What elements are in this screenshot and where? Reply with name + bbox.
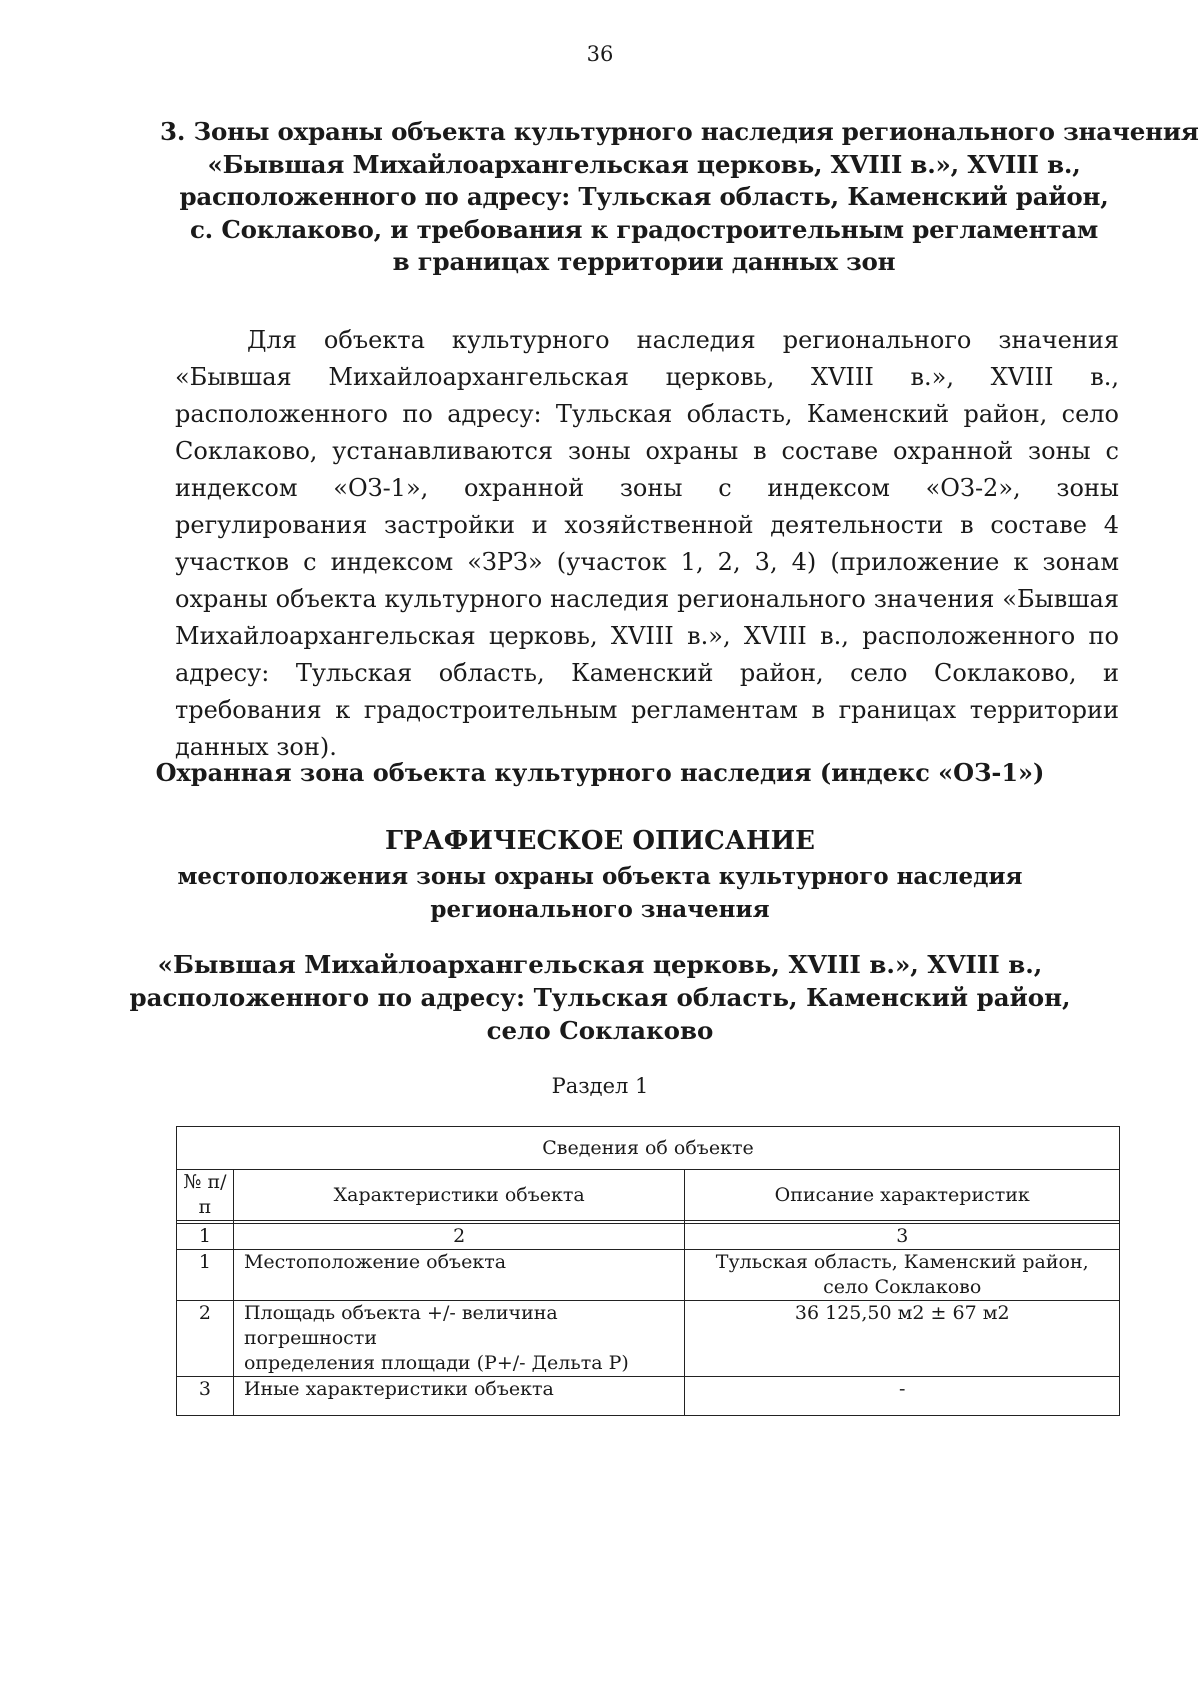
row-description-line: Тульская область, Каменский район, bbox=[715, 1251, 1089, 1273]
table-caption-row bbox=[177, 1127, 1120, 1170]
row-characteristic-line: Площадь объекта +/- величина погрешности bbox=[243, 1302, 558, 1349]
row-characteristic-line: определения площади (P+/- Дельта P) bbox=[243, 1352, 629, 1374]
graphic-subtitle-line: регионального значения bbox=[430, 896, 770, 923]
table-row bbox=[177, 1377, 1120, 1416]
object-title-line: «Бывшая Михайлоархангельская церковь, XVIII в.», XVIII в., bbox=[157, 950, 1043, 979]
column-number: 1 bbox=[177, 1224, 234, 1250]
body-paragraph: Для объекта культурного наследия регионального значения «Бывшая Михайлоархангельская церковь, XVIII в.», XVIII в., расположенного по адресу: Тульская область, Каменский район, село Соклаково, устанавливаются зоны охраны в составе охранной зоны с индексом «ОЗ-1», охранной зоны с индексом «ОЗ-2», зоны регулирования застройки и хозяйственной деятельности в составе 4 участков с индексом «ЗРЗ» (участок 1, 2, 3, 4) (приложение к зонам охраны объекта культурного наследия регионального значения «Бывшая Михайлоархангельская церковь, XVIII в.», XVIII в., расположенного по адресу: Тульская область, Каменский район, село Соклаково, и требования к градостроительным регламентам в границах территории данных зон). bbox=[175, 326, 1119, 761]
object-title-line: село Соклаково bbox=[486, 1016, 714, 1045]
row-description-line: село Соклаково bbox=[823, 1276, 982, 1298]
object-info-table bbox=[176, 1126, 1120, 1416]
graphic-subtitle-line: местоположения зоны охраны объекта культурного наследия bbox=[177, 863, 1023, 890]
table-row bbox=[177, 1301, 1120, 1377]
section-heading-line: в границах территории данных зон bbox=[392, 247, 896, 276]
section-heading-line: с. Соклаково, и требования к градостроительным регламентам bbox=[189, 214, 1099, 244]
header-num: № п/п bbox=[177, 1170, 234, 1221]
row-num: 1 bbox=[177, 1250, 234, 1301]
column-number: 2 bbox=[233, 1224, 685, 1250]
section-label: Раздел 1 bbox=[551, 1074, 649, 1098]
row-description bbox=[685, 1250, 1120, 1301]
section-heading bbox=[160, 116, 1199, 279]
header-characteristic: Характеристики объекта bbox=[233, 1170, 685, 1221]
row-characteristic: Местоположение объекта bbox=[233, 1250, 685, 1301]
table-caption: Сведения об объекте bbox=[177, 1127, 1120, 1170]
section-heading-line: расположенного по адресу: Тульская область, Каменский район, bbox=[179, 182, 1109, 211]
table-row bbox=[177, 1250, 1120, 1301]
object-title bbox=[0, 948, 1200, 1047]
object-title-line: расположенного по адресу: Тульская область, Каменский район, bbox=[129, 983, 1071, 1012]
row-characteristic bbox=[233, 1301, 685, 1377]
column-number-row bbox=[177, 1224, 1120, 1250]
graphic-subtitle bbox=[0, 860, 1200, 926]
row-num: 3 bbox=[177, 1377, 234, 1416]
column-number: 3 bbox=[685, 1224, 1120, 1250]
page-number: 36 bbox=[586, 42, 614, 66]
section-heading-line: «Бывшая Михайлоархангельская церковь, XVIII в.», XVIII в., bbox=[207, 149, 1081, 179]
row-description: - bbox=[685, 1377, 1120, 1416]
header-description: Описание характеристик bbox=[685, 1170, 1120, 1221]
graphic-title: ГРАФИЧЕСКОЕ ОПИСАНИЕ bbox=[385, 826, 815, 856]
zone-heading: Охранная зона объекта культурного наследия (индекс «ОЗ-1») bbox=[155, 758, 1045, 787]
row-description: 36 125,50 м2 ± 67 м2 bbox=[685, 1301, 1120, 1377]
row-characteristic: Иные характеристики объекта bbox=[233, 1377, 685, 1416]
section-heading-line: 3. Зоны охраны объекта культурного наследия регионального значения bbox=[160, 117, 1199, 146]
table-header-row bbox=[177, 1170, 1120, 1221]
row-num: 2 bbox=[177, 1301, 234, 1377]
